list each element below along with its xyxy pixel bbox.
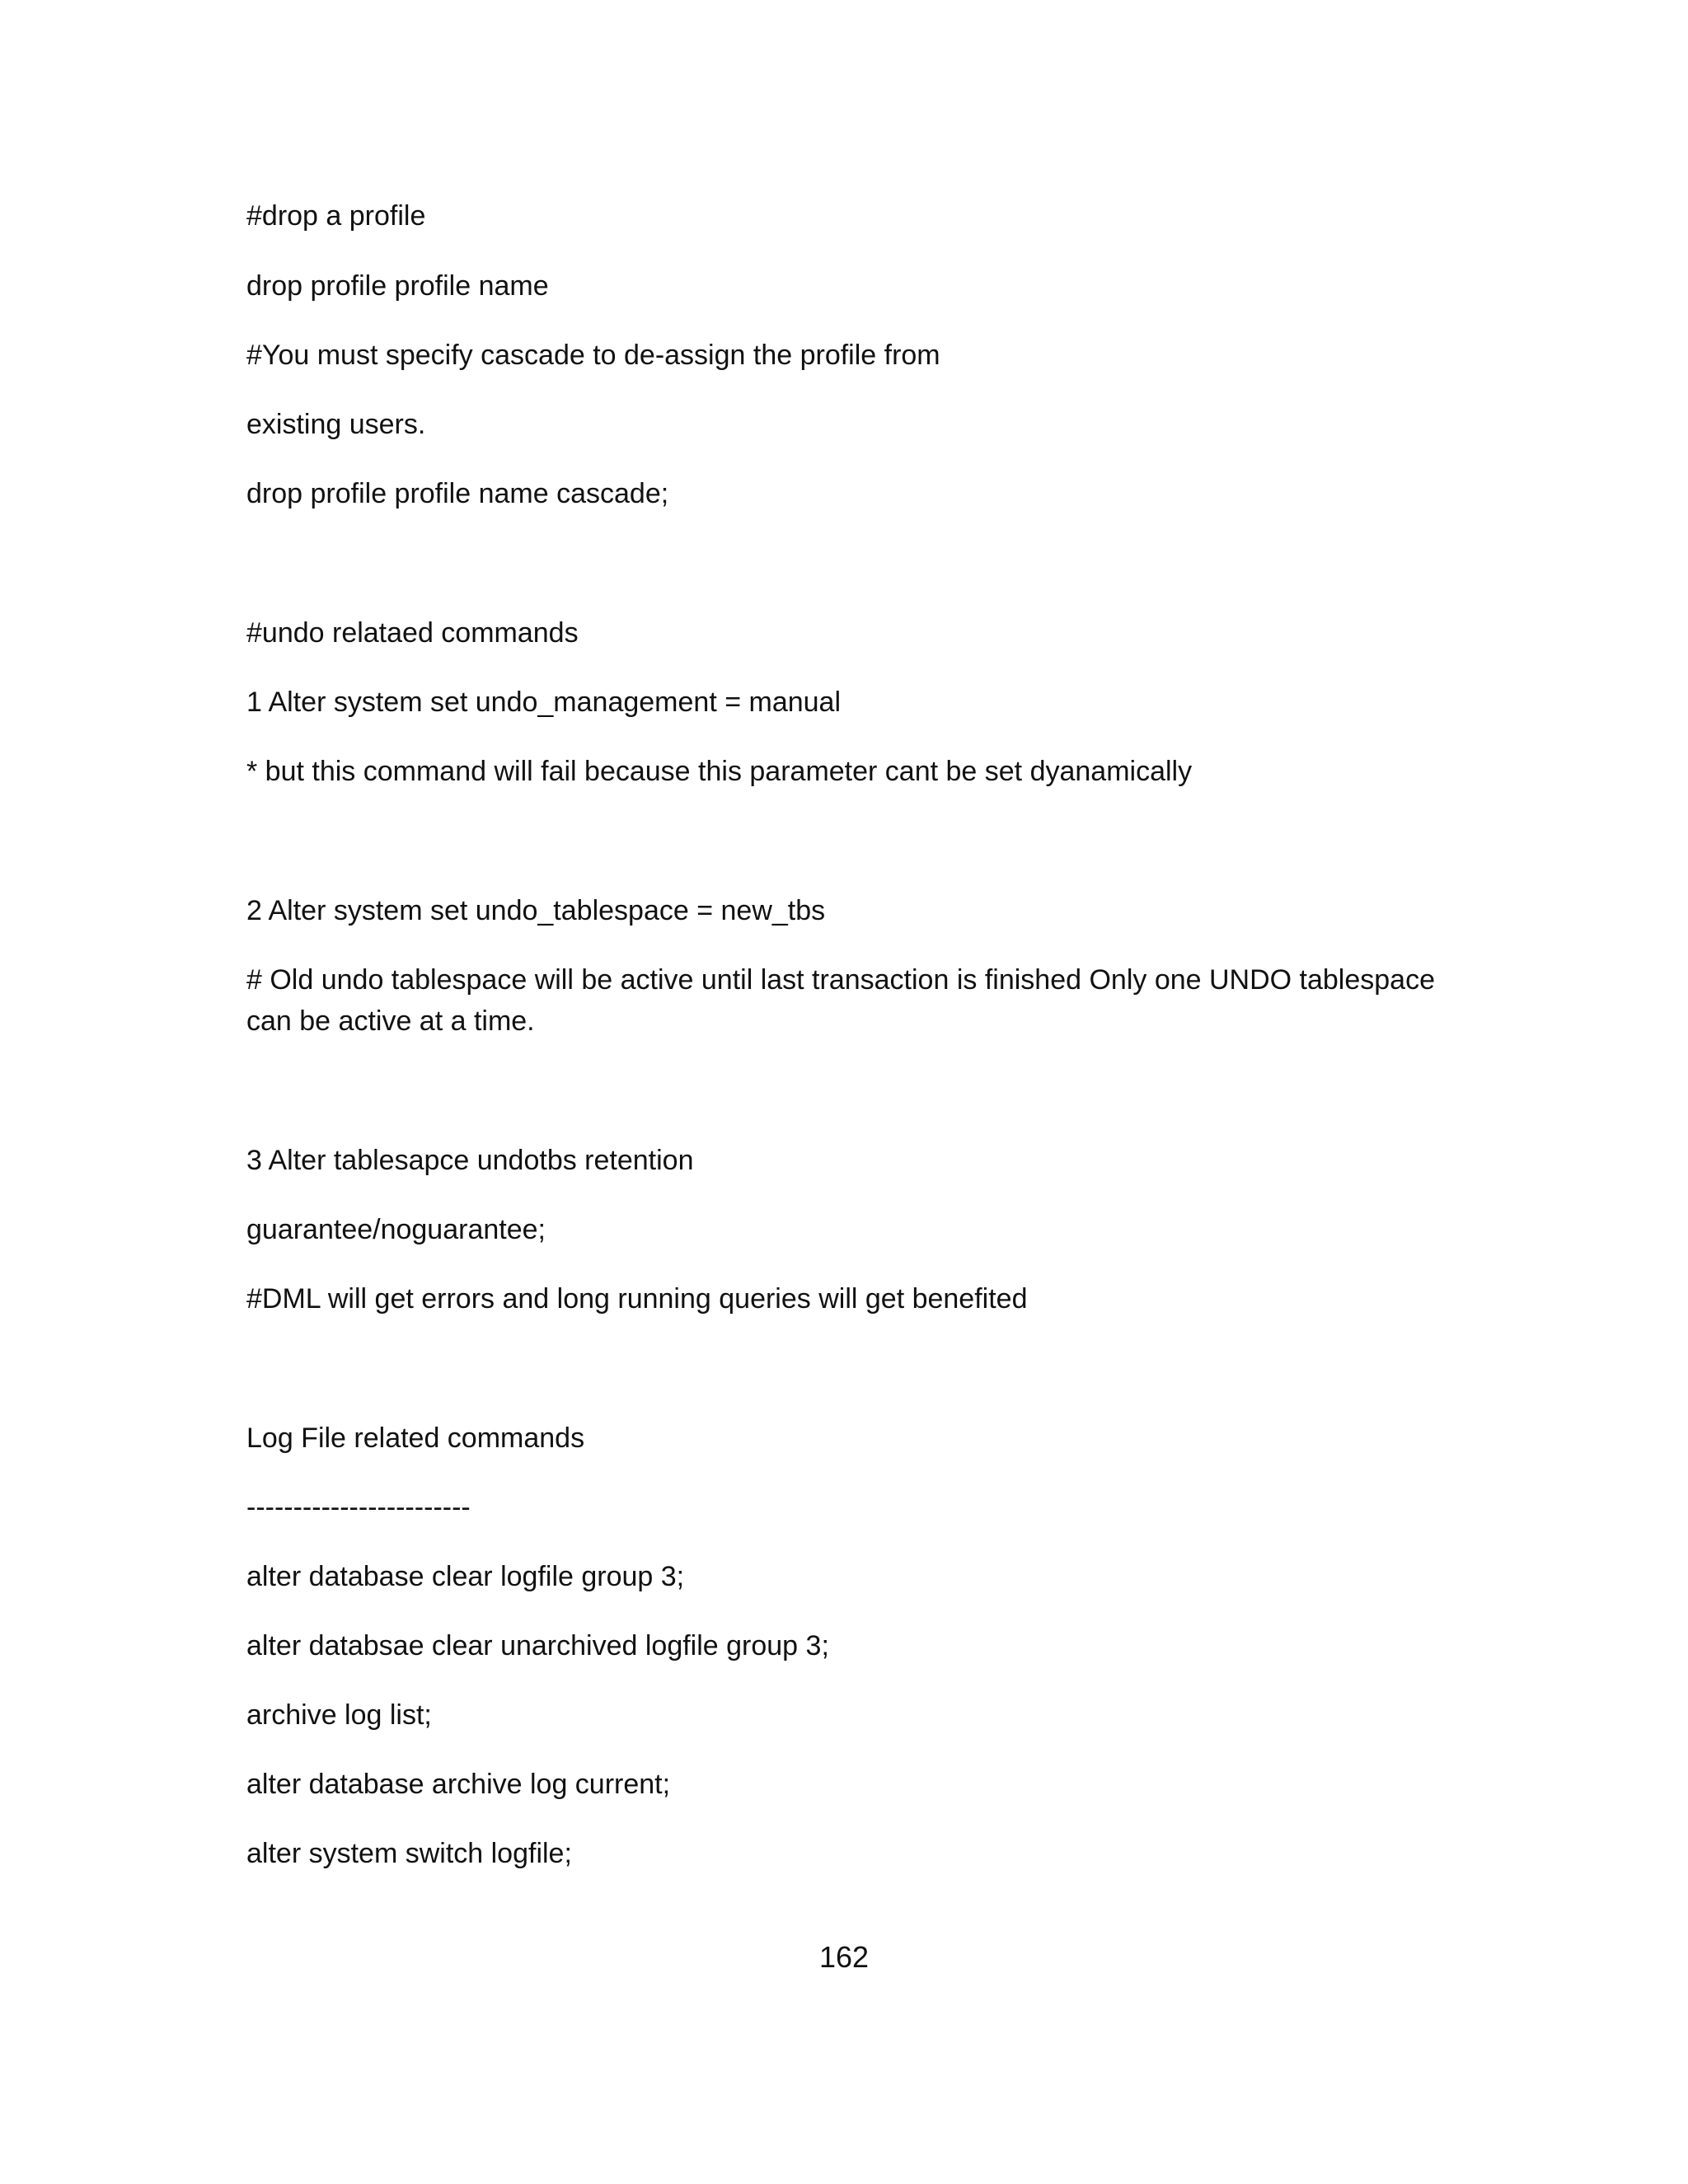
command-undo-retention: 3 Alter tablesapce undotbs retention <box>246 1145 694 1176</box>
comment-cascade-note-continued: existing users. <box>246 409 426 440</box>
section-divider: ------------------------ <box>246 1492 471 1523</box>
command-drop-profile: drop profile profile name <box>246 270 549 302</box>
comment-cascade-note: #You must specify cascade to de-assign the profile from <box>246 340 940 371</box>
command-switch-logfile: alter system switch logfile; <box>246 1838 572 1869</box>
command-archive-log-list: archive log list; <box>246 1699 432 1731</box>
command-undo-management: 1 Alter system set undo_management = manual <box>246 687 842 718</box>
command-clear-unarchived-logfile: alter databsae clear unarchived logfile group 3; <box>246 1630 829 1661</box>
section-log-file-commands: Log File related commands <box>246 1422 585 1454</box>
command-drop-profile-cascade: drop profile profile name cascade; <box>246 478 669 509</box>
comment-undo-retention: #DML will get errors and long running queries will get benefited <box>246 1283 1028 1315</box>
command-archive-log-current: alter database archive log current; <box>246 1769 671 1800</box>
note-undo-management: * but this command will fail because this parameter cant be set dyanamically <box>246 756 1193 787</box>
comment-undo-commands: #undo relataed commands <box>246 617 579 649</box>
comment-drop-profile: #drop a profile <box>246 200 426 232</box>
comment-undo-tablespace: # Old undo tablespace will be active until last transaction is finished Only one UNDO tablespace can be active at a time. <box>246 964 1435 1037</box>
page-number: 162 <box>818 1940 870 1974</box>
command-undo-tablespace: 2 Alter system set undo_tablespace = new_tbs <box>246 895 826 926</box>
command-clear-logfile: alter database clear logfile group 3; <box>246 1561 685 1592</box>
command-undo-retention-option: guarantee/noguarantee; <box>246 1214 546 1245</box>
